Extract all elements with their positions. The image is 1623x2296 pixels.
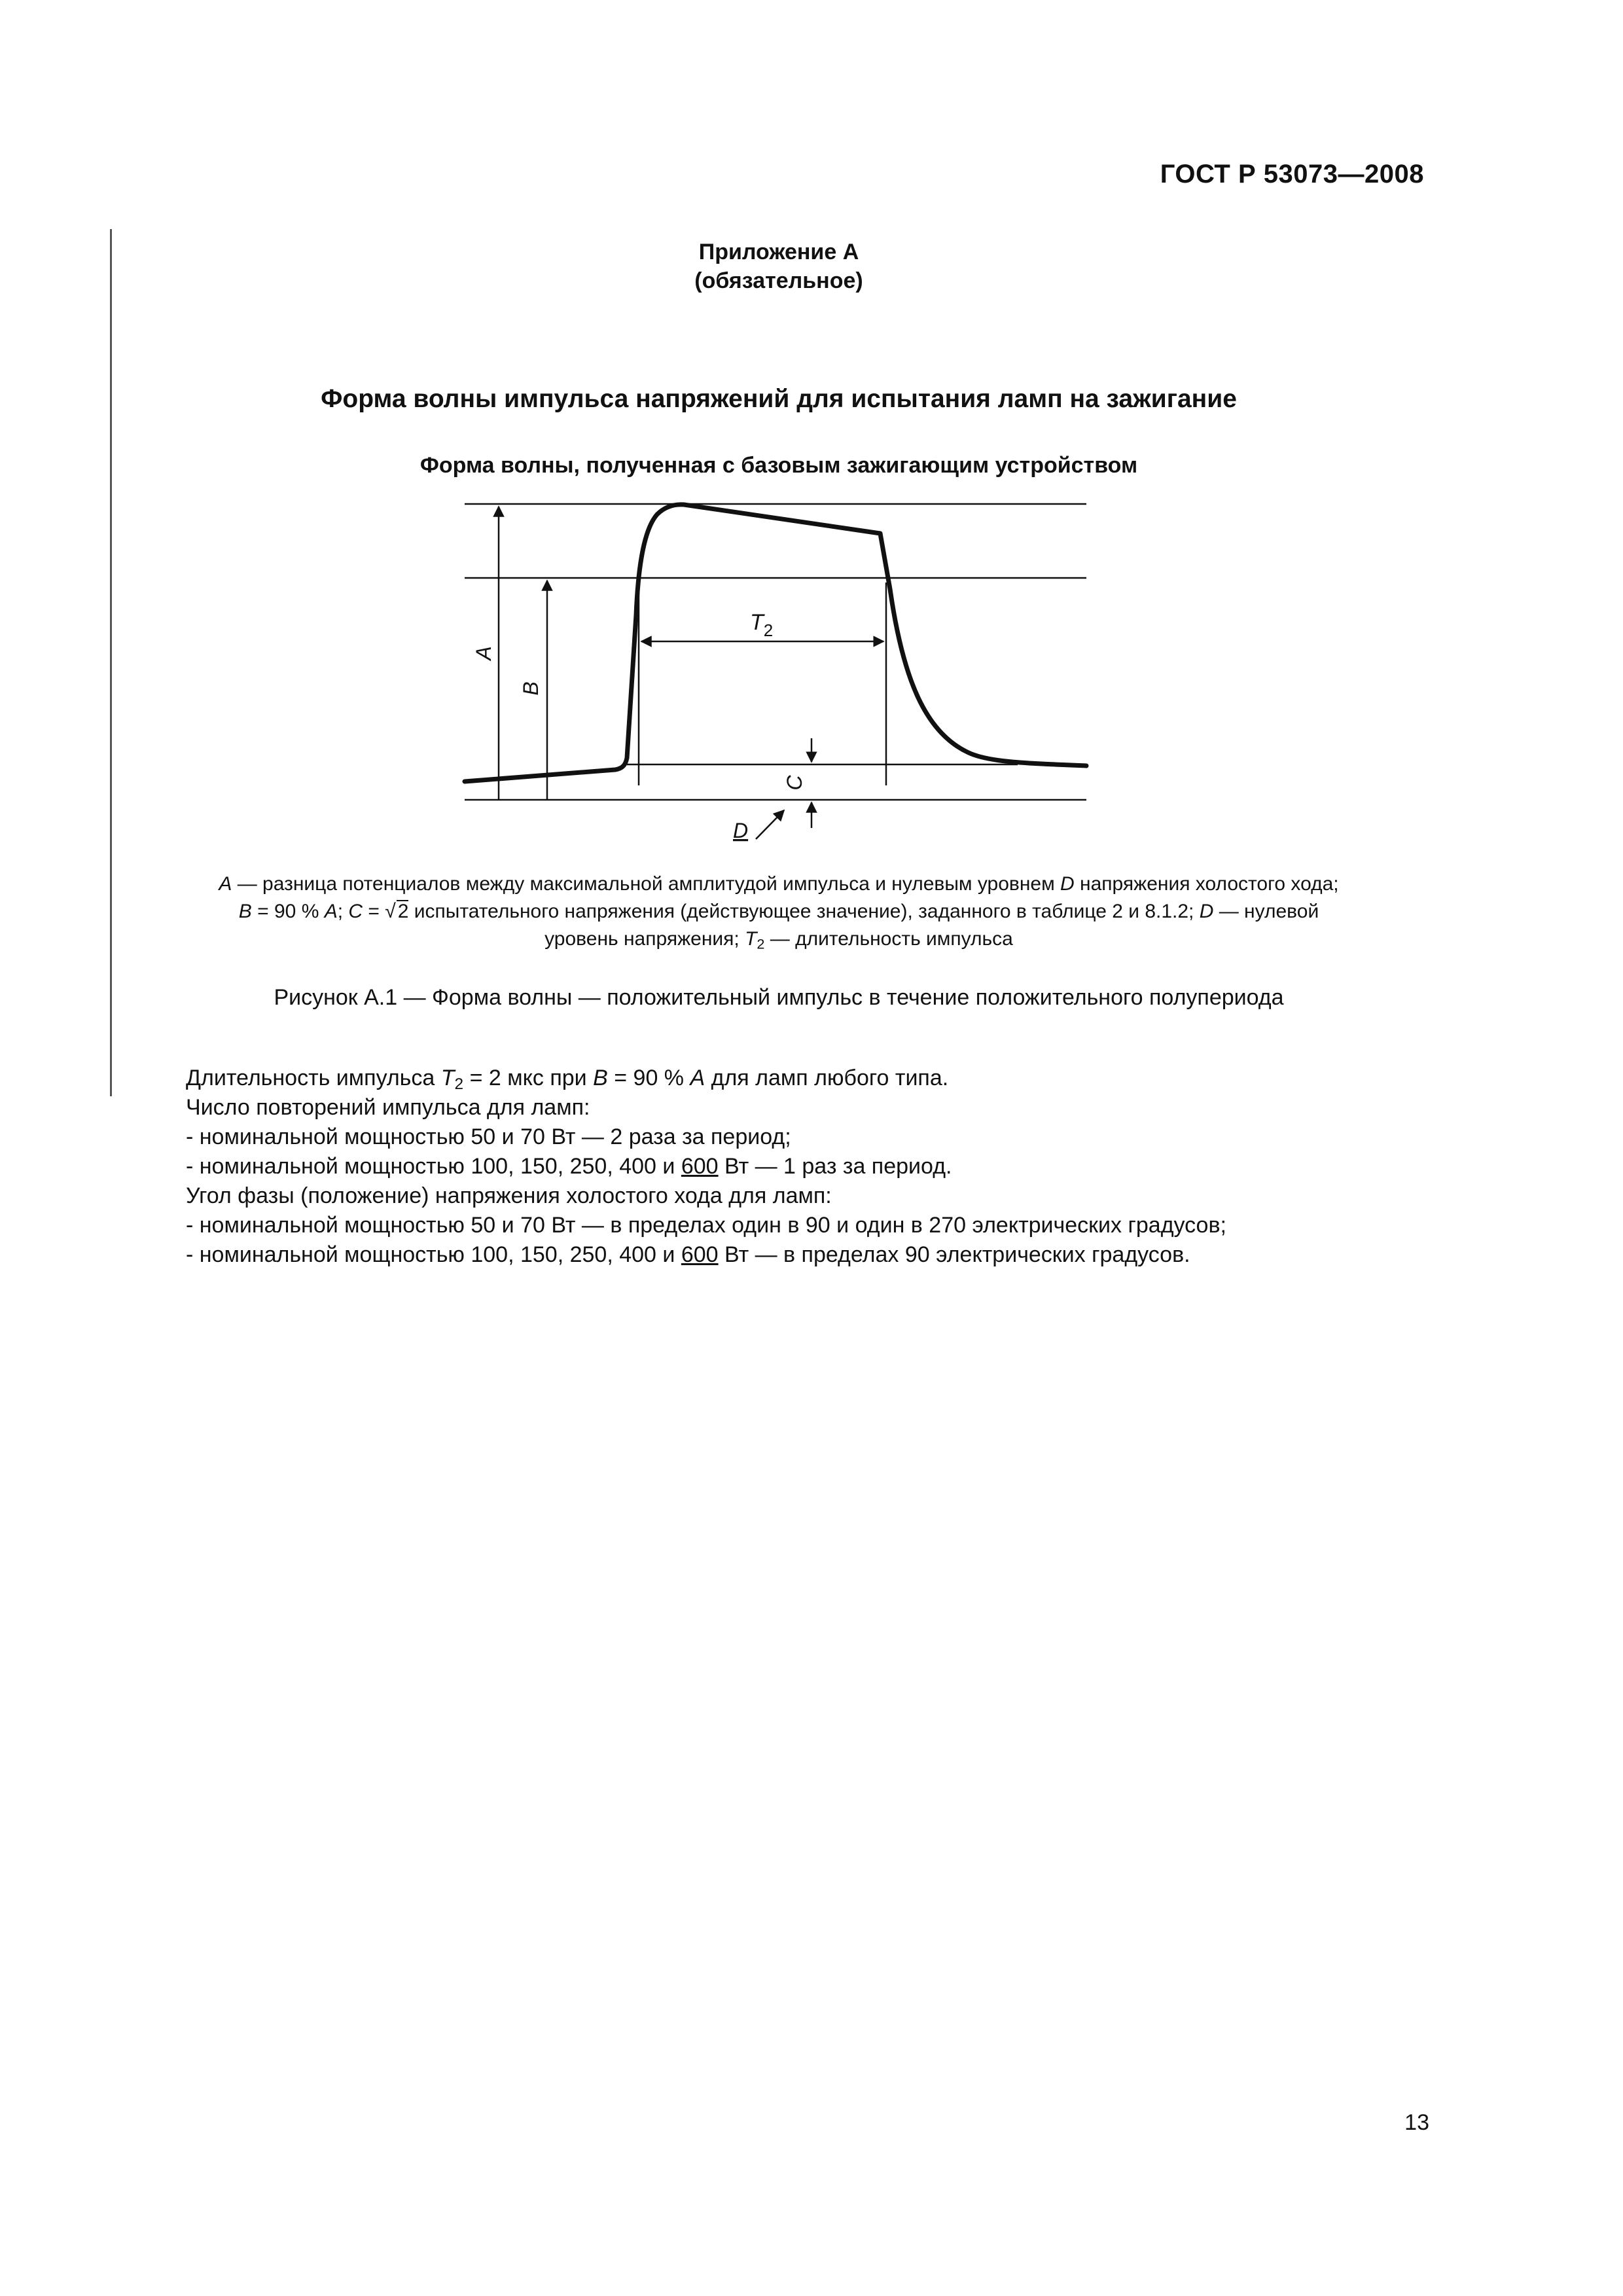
paragraph-pulse-duration (186, 1064, 1495, 1093)
p1-a: A (690, 1066, 705, 1090)
legend-b-eq: = 90 % (251, 901, 325, 922)
label-t2 (750, 610, 773, 640)
waveform-figure (458, 484, 1099, 857)
list-item (186, 1240, 1495, 1270)
legend-a-symbol: A (219, 873, 232, 895)
figure-legend (137, 870, 1420, 953)
list-item: - номинальной мощностью 50 и 70 Вт — в пределах один в 90 и один в 270 электрических градусов; (186, 1213, 1226, 1238)
legend-t-tail: — длительность импульса (764, 928, 1013, 950)
annex-title: Приложение А (698, 240, 859, 264)
p7-tail: Вт — в пределах 90 электрических градусов. (718, 1242, 1190, 1267)
p7-underlined: 600 (681, 1242, 719, 1267)
pulse-waveform (465, 505, 1086, 781)
paragraph-repetitions: Число повторений импульса для ламп: (186, 1095, 590, 1120)
p1-mid2: = 90 % (607, 1066, 690, 1090)
legend-c-symbol: C (348, 901, 363, 922)
label-t2-subscript: 2 (763, 620, 774, 640)
p1-t: T (440, 1066, 455, 1090)
margin-change-bar (110, 229, 112, 1096)
sqrt-value: 2 (397, 901, 409, 922)
p1-sub: 2 (454, 1075, 464, 1094)
section-title: Форма волны импульса напряжений для испытания ламп на зажигание (321, 385, 1237, 413)
paragraph-phase-angle: Угол фазы (положение) напряжения холостого хода для ламп: (186, 1183, 832, 1208)
d-pointer-arrow (756, 810, 784, 839)
standard-number: ГОСТ Р 53073—2008 (1160, 160, 1424, 188)
label-b: B (519, 681, 543, 696)
label-d: D (733, 819, 749, 842)
legend-a-text: — разница потенциалов между максимальной амплитудой импульса и нулевым уровнем (232, 873, 1061, 895)
legend-d-text: уровень напряжения; (544, 928, 745, 950)
legend-d-tail: — нулевой (1213, 901, 1319, 922)
label-t2-letter: T (750, 610, 764, 635)
legend-line-2 (137, 898, 1420, 925)
legend-sep: ; (337, 901, 349, 922)
p1-mid: = 2 мкс при (463, 1066, 594, 1090)
page-number: 13 (1404, 2110, 1429, 2135)
figure-caption: Рисунок А.1 — Форма волны — положительный импульс в течение положительного полупериода (274, 985, 1284, 1010)
p4-tail: Вт — 1 раз за период. (718, 1154, 952, 1179)
legend-d2-symbol: D (1199, 901, 1214, 922)
p1-tail: для ламп любого типа. (705, 1066, 949, 1090)
legend-b-a-symbol: A (324, 901, 338, 922)
label-c: C (783, 775, 806, 791)
label-a: A (472, 646, 495, 660)
list-item: - номинальной мощностью 50 и 70 Вт — 2 раза за период; (186, 1124, 791, 1149)
legend-c-eq: = (363, 901, 385, 922)
body-text (186, 1064, 1495, 1270)
legend-d-symbol: D (1060, 873, 1075, 895)
p1-b: B (593, 1066, 608, 1090)
legend-c-text: испытательного напряжения (действующее значение), заданного в таблице 2 и 8.1.2; (408, 901, 1200, 922)
p7-pre: - номинальной мощностью 100, 150, 250, 400 и (186, 1242, 681, 1267)
legend-b-symbol: B (238, 901, 252, 922)
legend-t-symbol: T (745, 928, 757, 950)
p4-underlined: 600 (681, 1154, 719, 1179)
list-item (186, 1152, 1495, 1181)
legend-line-3 (137, 925, 1420, 953)
legend-line-1 (137, 870, 1420, 898)
sqrt-sign: √ (385, 901, 396, 922)
section-subtitle: Форма волны, полученная с базовым зажигающим устройством (419, 453, 1138, 478)
annex-status: (обязательное) (694, 268, 863, 293)
legend-a-tail: напряжения холостого хода; (1074, 873, 1339, 895)
legend-t-subscript: 2 (757, 935, 765, 952)
p1-pre: Длительность импульса (186, 1066, 441, 1090)
p4-pre: - номинальной мощностью 100, 150, 250, 400 и (186, 1154, 681, 1179)
